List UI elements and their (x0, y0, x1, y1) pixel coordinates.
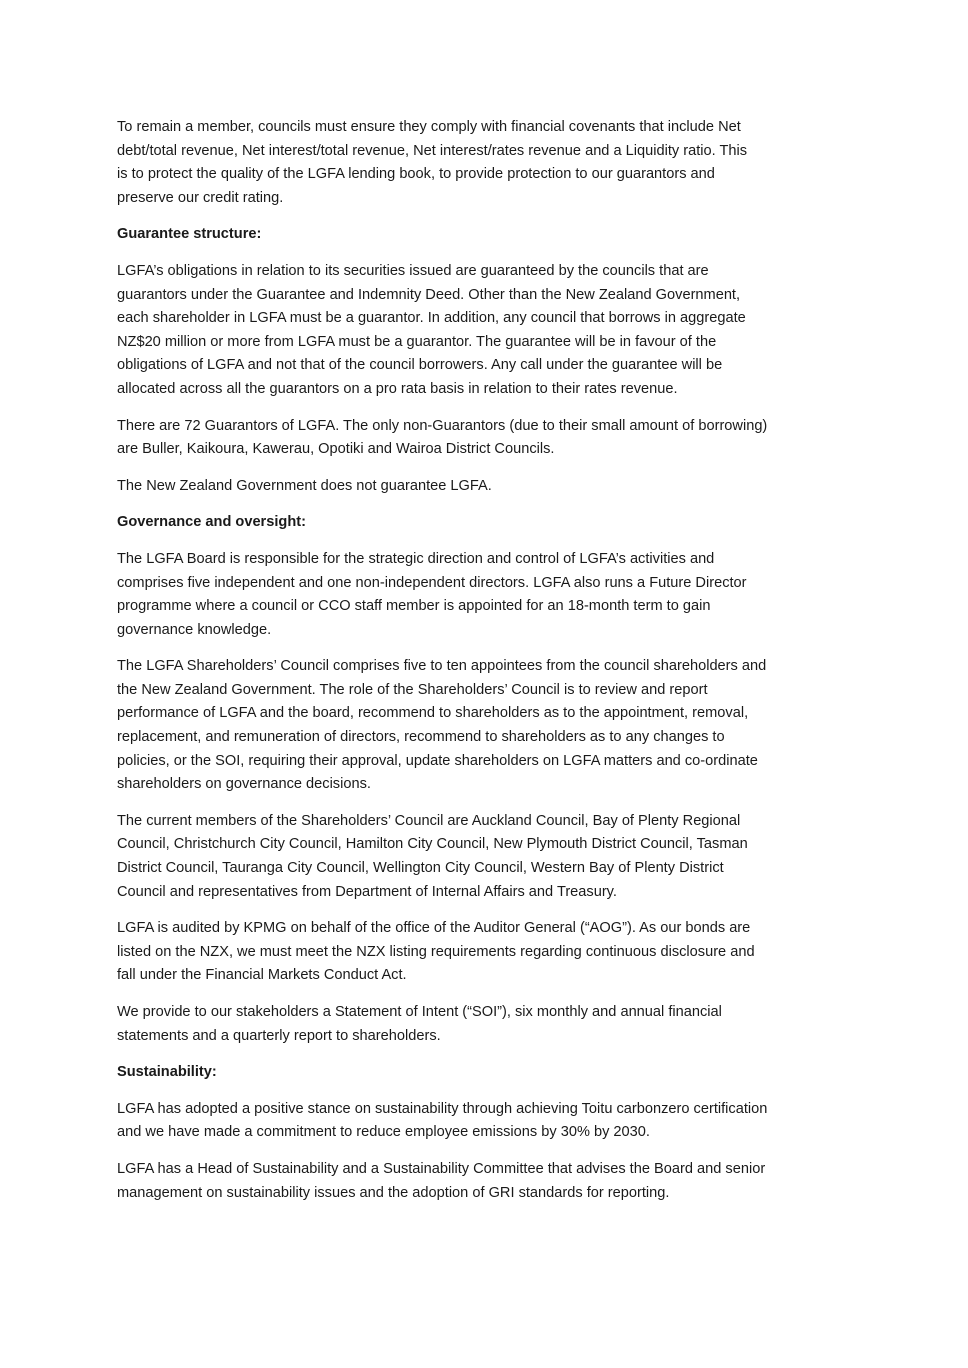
document-page (117, 116, 859, 1218)
paragraph-sustainability-committee: LGFA has a Head of Sustainability and a Sustainability Committee that advises the Board and senior management on sustainability issues and the adoption of GRI standards for reporting. (117, 1160, 766, 1201)
heading-sustainability: Sustainability: (117, 1064, 217, 1081)
paragraph-statement-of-intent: We provide to our stakeholders a Statement of Intent (“SOI”), six monthly and annual financial statements and a quarterly report to shareholders. (117, 1004, 722, 1044)
heading-governance-oversight: Governance and oversight: (117, 514, 306, 531)
paragraph-audit: LGFA is audited by KPMG on behalf of the office of the Auditor General (“AOG”). As our bonds are listed on the NZX, we must meet the NZX listing requirements regarding continuous disclosure and fall under the Financial Markets Conduct Act. (117, 920, 755, 984)
paragraph-shareholders-council: The LGFA Shareholders’ Council comprises five to ten appointees from the council shareholders and the New Zealand Government. The role of the Shareholders’ Council is to review and report performance of LGFA and the board, recommend to shareholders as to the appointment, removal, replacement, and remuneration of directors, recommend to shareholders as to any changes to policies, or the SOI, requiring their approval, update shareholders on LGFA matters and co-ordinate shareholders on governance decisions. (117, 658, 767, 793)
paragraph-government-no-guarantee: The New Zealand Government does not guarantee LGFA. (117, 477, 492, 494)
paragraph-board: The LGFA Board is responsible for the strategic direction and control of LGFA’s activities and comprises five independent and one non-independent directors. LGFA also runs a Future Director programme where a council or CCO staff member is appointed for an 18-month term to gain governance knowledge. (117, 550, 747, 638)
paragraph-guarantee-obligations: LGFA’s obligations in relation to its securities issued are guaranteed by the councils that are guarantors under the Guarantee and Indemnity Deed. Other than the New Zealand Government, each shareholder in LGFA must be a guarantor. In addition, any council that borrows in aggregate NZ$20 million or more from LGFA must be a guarantor. The guarantee will be in favour of the obligations of LGFA and not that of the council borrowers. Any call under the guarantee will be allocated across all the guarantors on a pro rata basis in relation to their rates revenue. (117, 262, 746, 397)
paragraph-sustainability-stance: LGFA has adopted a positive stance on sustainability through achieving Toitu carbonzero certification and we have made a commitment to reduce employee emissions by 30% by 2030. (117, 1100, 768, 1141)
paragraph-covenants: To remain a member, councils must ensure they comply with financial covenants that include Net debt/total revenue, Net interest/total revenue, Net interest/rates revenue and a Liquidity ratio. This is to protect the quality of the LGFA lending book, to provide protection to our guarantors and preserve our credit rating. (117, 119, 748, 206)
paragraph-guarantors-count: There are 72 Guarantors of LGFA. The only non-Guarantors (due to their small amount of borrowing) are Buller, Kaikoura, Kawerau, Opotiki and Wairoa District Councils. (117, 417, 768, 458)
heading-guarantee-structure: Guarantee structure: (117, 226, 262, 243)
paragraph-council-members: The current members of the Shareholders’ Council are Auckland Council, Bay of Plenty Regional Council, Christchurch City Council, Hamilton City Council, New Plymouth District Council, Tasman District Council, Tauranga City Council, Wellington City Council, Western Bay of Plenty District Council and representatives from Department of Internal Affairs and Treasury. (117, 812, 748, 900)
